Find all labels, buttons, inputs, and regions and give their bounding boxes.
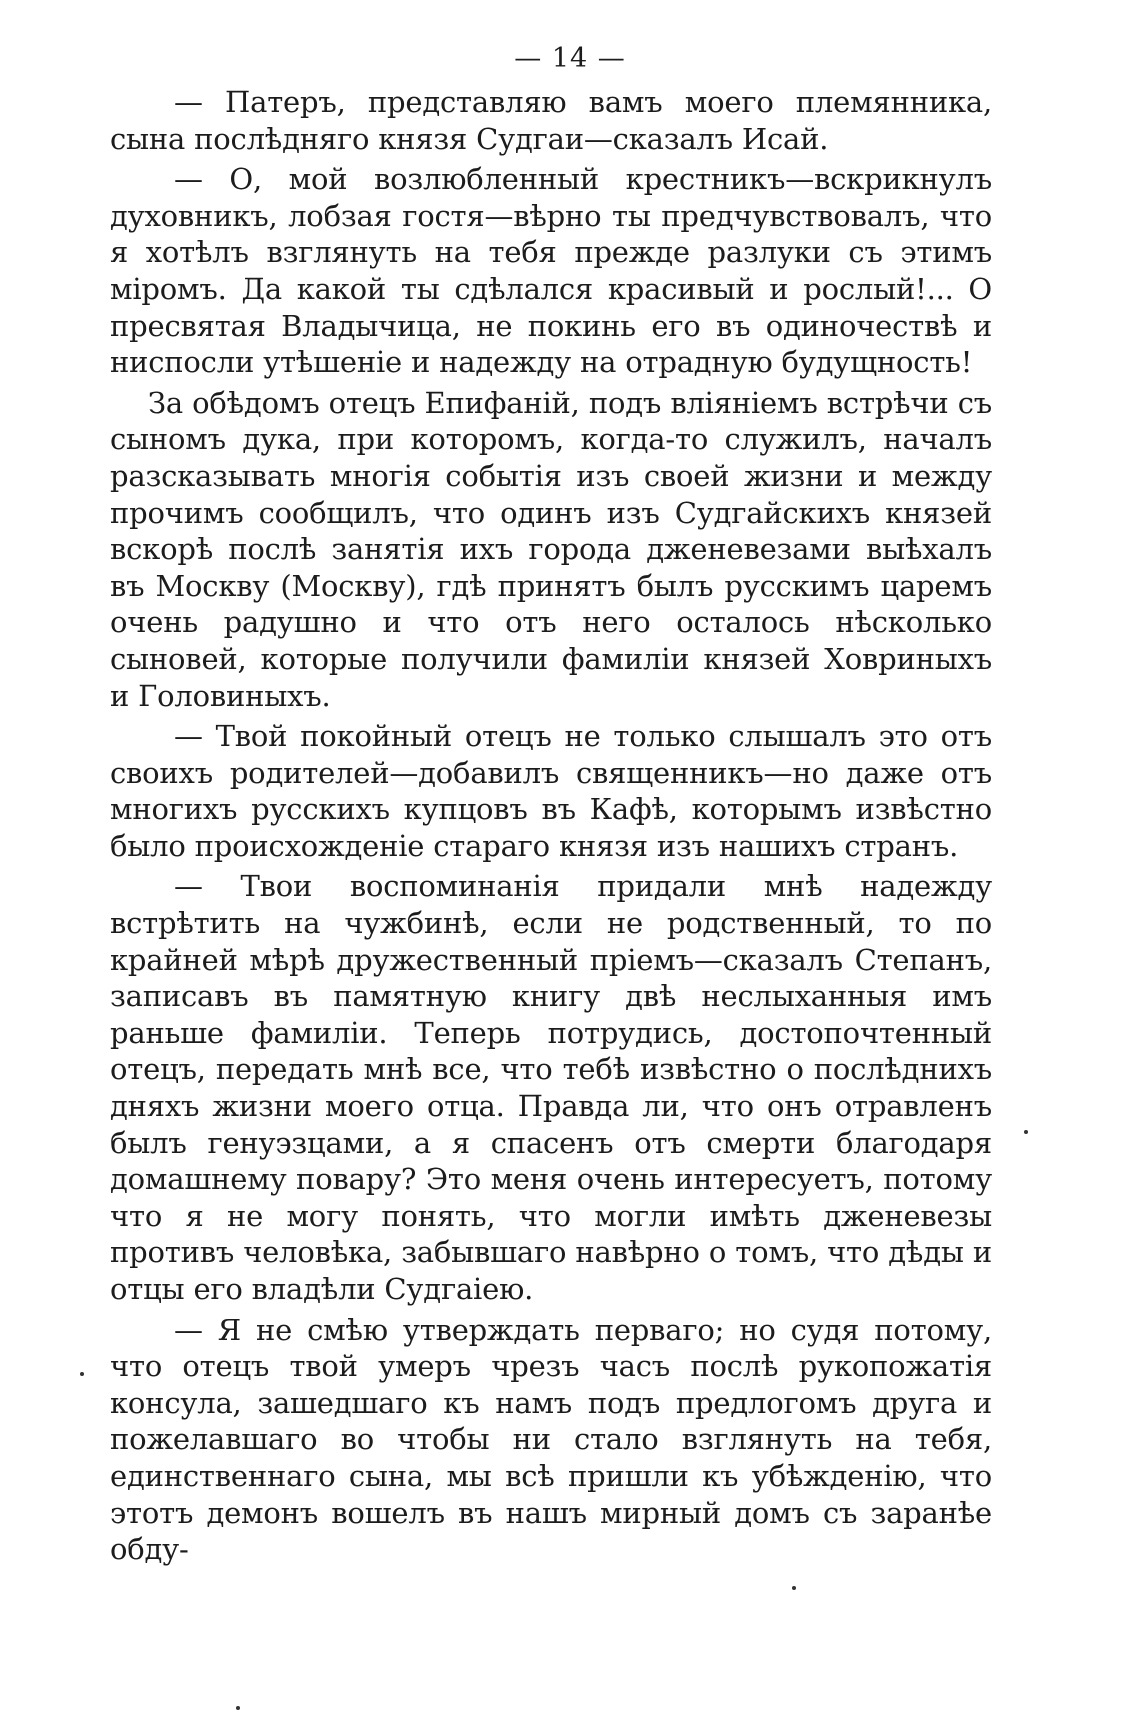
print-speck — [792, 1586, 796, 1590]
paragraph-3: За обѣдомъ отецъ Епифаній, подъ вліяніемъ встрѣчи съ сыномъ дука, при которомъ, когда-то служилъ, началъ разсказывать многія событія изъ своей жизни и между прочимъ сообщилъ, что одинъ изъ Судгайскихъ князей вскорѣ послѣ занятія ихъ города дженевезами выѣхалъ въ Москву (Москву), гдѣ принятъ былъ русскимъ царемъ очень радушно и что отъ него осталось нѣсколько сыновей, которые получили фамиліи князей Ховриныхъ и Головиныхъ. — [110, 385, 992, 713]
print-speck — [80, 1372, 84, 1376]
print-speck — [236, 1706, 240, 1710]
page-number: — 14 — — [514, 43, 626, 74]
text-column — [110, 84, 992, 1572]
paragraph-2: — О, мой возлюбленный крестникъ—вскрикнулъ духовникъ, лобзая гостя—вѣрно ты предчувствовалъ, что я хотѣлъ взглянуть на тебя прежде разлуки съ этимъ міромъ. Да какой ты сдѣлался красивый и рослый!... О пресвятая Владычица, не покинь его въ одиночествѣ и ниспосли утѣшеніе и надежду на отрадную будущность! — [110, 162, 992, 380]
print-speck — [1024, 1130, 1028, 1134]
paragraph-6: — Я не смѣю утверждать перваго; но судя потому, что отецъ твой умеръ чрезъ часъ послѣ рукопожатія консула, зашедшаго къ намъ подъ предлогомъ друга и пожелавшаго во чтобы ни стало взглянуть на тебя, единственнаго сына, мы всѣ пришли къ убѣжденію, что этотъ демонъ вошелъ въ нашъ мирный домъ съ заранѣе обду- — [110, 1312, 992, 1567]
paragraph-4: — Твой покойный отецъ не только слышалъ это отъ своихъ родителей—добавилъ священникъ—но даже отъ многихъ русскихъ купцовъ въ Кафѣ, которымъ извѣстно было происхожденіе стараго князя изъ нашихъ странъ. — [110, 719, 992, 863]
paragraph-1: — Патеръ, представляю вамъ моего племянника, сына послѣдняго князя Судгаи—сказалъ Исай. — [110, 85, 992, 156]
paragraph-5: — Твои воспоминанія придали мнѣ надежду встрѣтить на чужбинѣ, если не родственный, то по крайней мѣрѣ дружественный пріемъ—сказалъ Степанъ, записавъ въ памятную книгу двѣ неслыханныя имъ раньше фамиліи. Теперь потрудись, достопочтенный отецъ, передать мнѣ все, что тебѣ извѣстно о послѣднихъ дняхъ жизни моего отца. Правда ли, что онъ отравленъ былъ генуэзцами, а я спасенъ отъ смерти благодаря домашнему повару? Это меня очень интересуетъ, потому что я не могу понять, что могли имѣть дженевезы противъ человѣка, забывшаго навѣрно о томъ, что дѣды и отцы его владѣли Судгаіею. — [110, 869, 992, 1306]
